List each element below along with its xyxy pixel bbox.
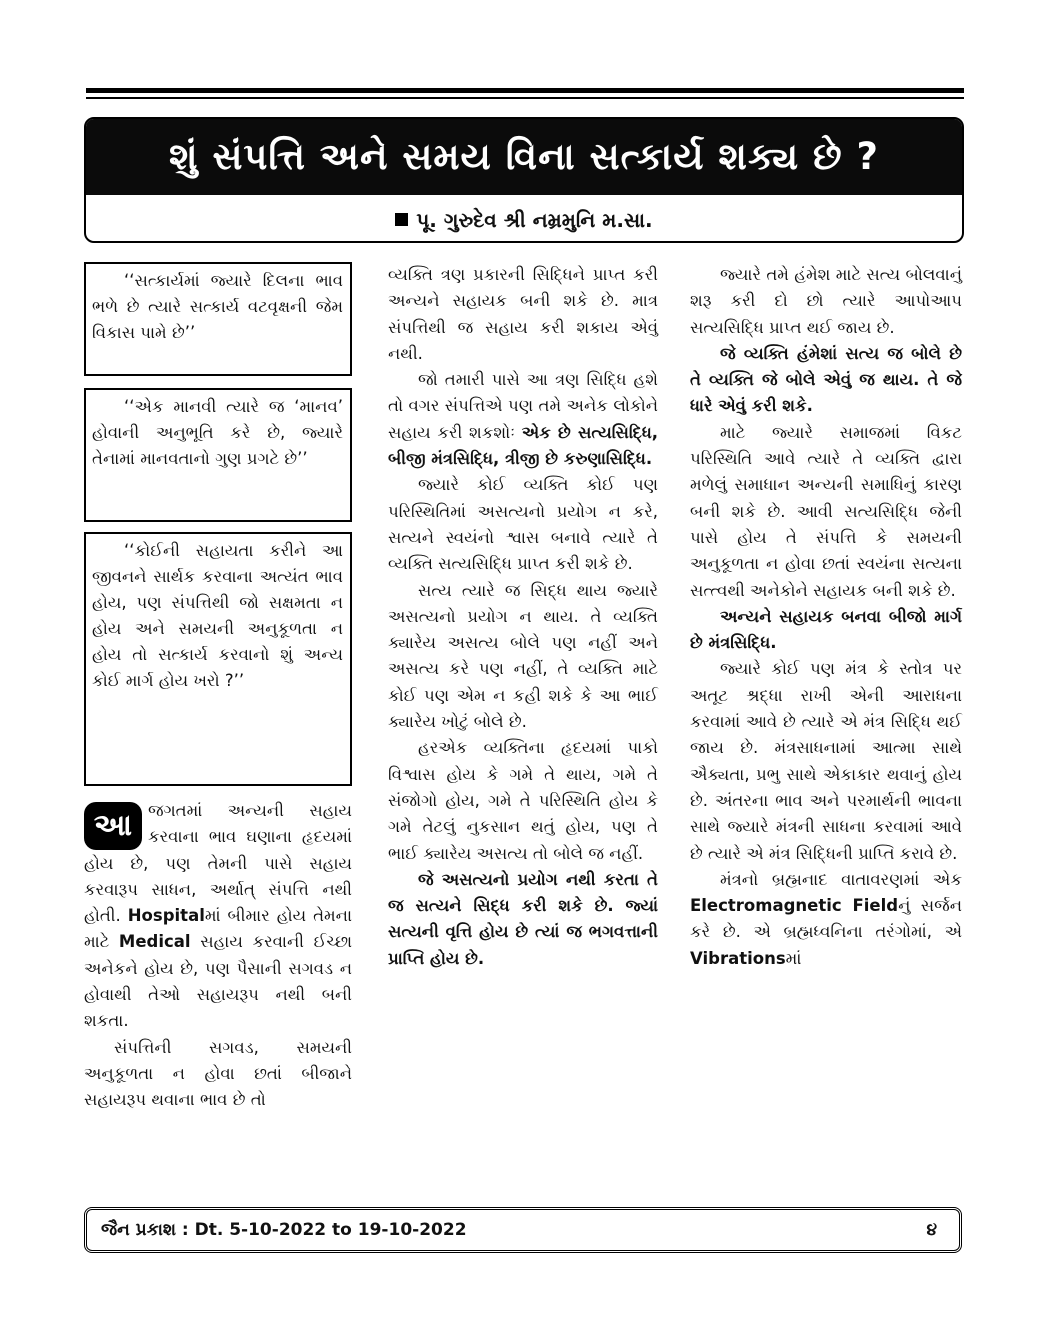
top-rule-thin [86, 97, 964, 99]
paragraph: મંત્રનો બ્રહ્મનાદ વાતાવરણમાં એક Electromagnetic Fieldનું સર્જન કરે છે. એ બ્રહ્મધ્વનિના તરંગોમાં, એ Vibrationsમાં [690, 869, 962, 968]
subheading: અન્યને સહાયક બનવા બીજો માર્ગ છે મંત્રસિદ્ધિ. [690, 606, 962, 653]
column-3-body [690, 262, 962, 972]
paragraph: માટે જ્યારે સમાજમાં વિકટ પરિસ્થિતિ આવે ત્યારે તે વ્યક્તિ દ્વારા મળેલું સમાધાન અન્યની સમાધિનું કારણ બની શકે છે. આવી સત્યસિદ્ધિ જેની પાસે હોય તે સંપત્તિ કે સમયની અનુકૂળતા ન હોવા છતાં સ્વયંના સત્યના સત્ત્વથી અનેકોને સહાયક બની શકે છે. [690, 422, 962, 600]
quote-box-2 [84, 388, 352, 522]
publication-date: જૈન પ્રકાશ : Dt. 5-10-2022 to 19-10-2022 [101, 1220, 467, 1240]
paragraph: જ્યારે તમે હંમેશ માટે સત્ય બોલવાનું શરૂ કરી દો છો ત્યારે આપોઆપ સત્યસિદ્ધિ પ્રાપ્ત થઈ જાય છે. [690, 265, 962, 337]
article-header [84, 117, 964, 243]
quote-text: ‘‘સત્કાર્યમાં જ્યારે દિલના ભાવ ભળે છે ત્યારે સત્કાર્ય વટવૃક્ષની જેમ વિકાસ પામે છે’’ [92, 271, 343, 342]
paragraph-bold: જે વ્યક્તિ હંમેશાં સત્ય જ બોલે છે તે વ્યક્તિ જે બોલે એવું જ થાય. તે જે ધારે એવું કરી શકે. [690, 343, 962, 416]
column-2-body [388, 262, 658, 972]
paragraph: જો તમારી પાસે આ ત્રણ સિદ્ધિ હશે તો વગર સંપત્તિએ પણ તમે અનેક લોકોને સહાય કરી શકશોઃ એક છે સત્યસિદ્ધિ, બીજી મંત્રસિદ્ધિ, ત્રીજી છે કરુણાસિદ્ધિ. [388, 370, 658, 469]
paragraph: વ્યક્તિ ત્રણ પ્રકારની સિદ્ધિને પ્રાપ્ત કરી અન્યને સહાયક બની શકે છે. માત્ર સંપત્તિથી જ સહાય કરી શકાય એવું નથી. [388, 265, 658, 363]
article-title: શું સંપત્તિ અને સમય વિના સત્કાર્ય શક્ય છે ? [86, 119, 962, 195]
author-byline [86, 199, 962, 241]
dropcap: આ [84, 802, 142, 850]
column-1-body [84, 798, 352, 1114]
paragraph-bold: જે અસત્યનો પ્રયોગ નથી કરતા તે જ સત્યને સિદ્ધ કરી શકે છે. જ્યાં સત્યની વૃત્તિ હોય છે ત્યાં જ ભગવત્તાની પ્રાપ્તિ હોય છે. [388, 869, 658, 968]
quote-text: ‘‘કોઈની સહાયતા કરીને આ જીવનને સાર્થક કરવાના અત્યંત ભાવ હોય, પણ સંપત્તિથી જો સક્ષમતા ન હોય અને સમયની અનુકૂળતા ન હોય તો સત્કાર્ય કરવાનો શું અન્ય કોઈ માર્ગ હોય ખરો ?’’ [92, 541, 343, 690]
page-number: ૪ [926, 1220, 937, 1240]
paragraph-with-dropcap: આ જગતમાં અન્યની સહાય કરવાના ભાવ ઘણાના હૃદયમાં હોય છે, પણ તેમની પાસે સહાય કરવારૂપ સાધન, અર્થાત્ સંપત્તિ નથી હોતી. Hospitalમાં બીમાર હોય તેમના માટે Medical સહાય કરવાની ઈચ્છા અનેકને હોય છે, પણ પૈસાની સગવડ ન હોવાથી તેઓ સહાયરૂપ નથી બની શકતા. [84, 801, 352, 1031]
page-footer [84, 1207, 962, 1253]
quote-box-1 [84, 262, 352, 376]
author-name: પૂ. ગુરુદેવ શ્રી નમ્રમુનિ મ.સા. [416, 208, 653, 232]
paragraph: હરએક વ્યક્તિના હૃદયમાં પાકો વિશ્વાસ હોય કે ગમે તે થાય, ગમે તે સંજોગો હોય, ગમે તે પરિસ્થિતિ હોય કે ગમે તેટલું નુકસાન થતું હોય, પણ તે ભાઈ ક્યારેય અસત્ય તો બોલે જ નહીં. [388, 738, 658, 863]
paragraph: સંપત્તિની સગવડ, સમયની અનુકૂળતા ન હોવા છતાં બીજાને સહાયરૂપ થવાના ભાવ છે તો [84, 1037, 352, 1110]
paragraph: જ્યારે કોઈ પણ મંત્ર કે સ્તોત્ર પર અતૂટ શ્રદ્ધા રાખી એની આરાધના કરવામાં આવે છે ત્યારે એ મંત્ર સિદ્ધિ થઈ જાય છે. મંત્રસાધનામાં આત્મા સાથે ઐક્યતા, પ્રભુ સાથે એકાકાર થવાનું હોય છે. અંતરના ભાવ અને પરમાર્થની ભાવના સાથે જ્યારે મંત્રની સાધના કરવામાં આવે છે ત્યારે એ મંત્ર સિદ્ધિની પ્રાપ્તિ કરાવે છે. [690, 659, 962, 863]
top-rule-thick [86, 88, 964, 93]
quote-text: ‘‘એક માનવી ત્યારે જ ‘માનવ’ હોવાની અનુભૂતિ કરે છે, જ્યારે તેનામાં માનવતાનો ગુણ પ્રગટે છે’’ [92, 397, 343, 468]
paragraph: સત્ય ત્યારે જ સિદ્ધ થાય જ્યારે અસત્યનો પ્રયોગ ન થાય. તે વ્યક્તિ ક્યારેય અસત્ય બોલે પણ નહીં અને અસત્ય કરે પણ નહીં, તે વ્યક્તિ માટે કોઈ પણ એમ ન કહી શકે કે આ ભાઈ ક્યારેય ખોટું બોલે છે. [388, 580, 658, 732]
paragraph: જ્યારે કોઈ વ્યક્તિ કોઈ પણ પરિસ્થિતિમાં અસત્યનો પ્રયોગ ન કરે, સત્યને સ્વયંનો શ્વાસ બનાવે ત્યારે તે વ્યક્તિ સત્યસિદ્ધિ પ્રાપ્ત કરી શકે છે. [388, 475, 658, 574]
quote-box-3 [84, 532, 352, 786]
square-bullet-icon [395, 213, 408, 226]
